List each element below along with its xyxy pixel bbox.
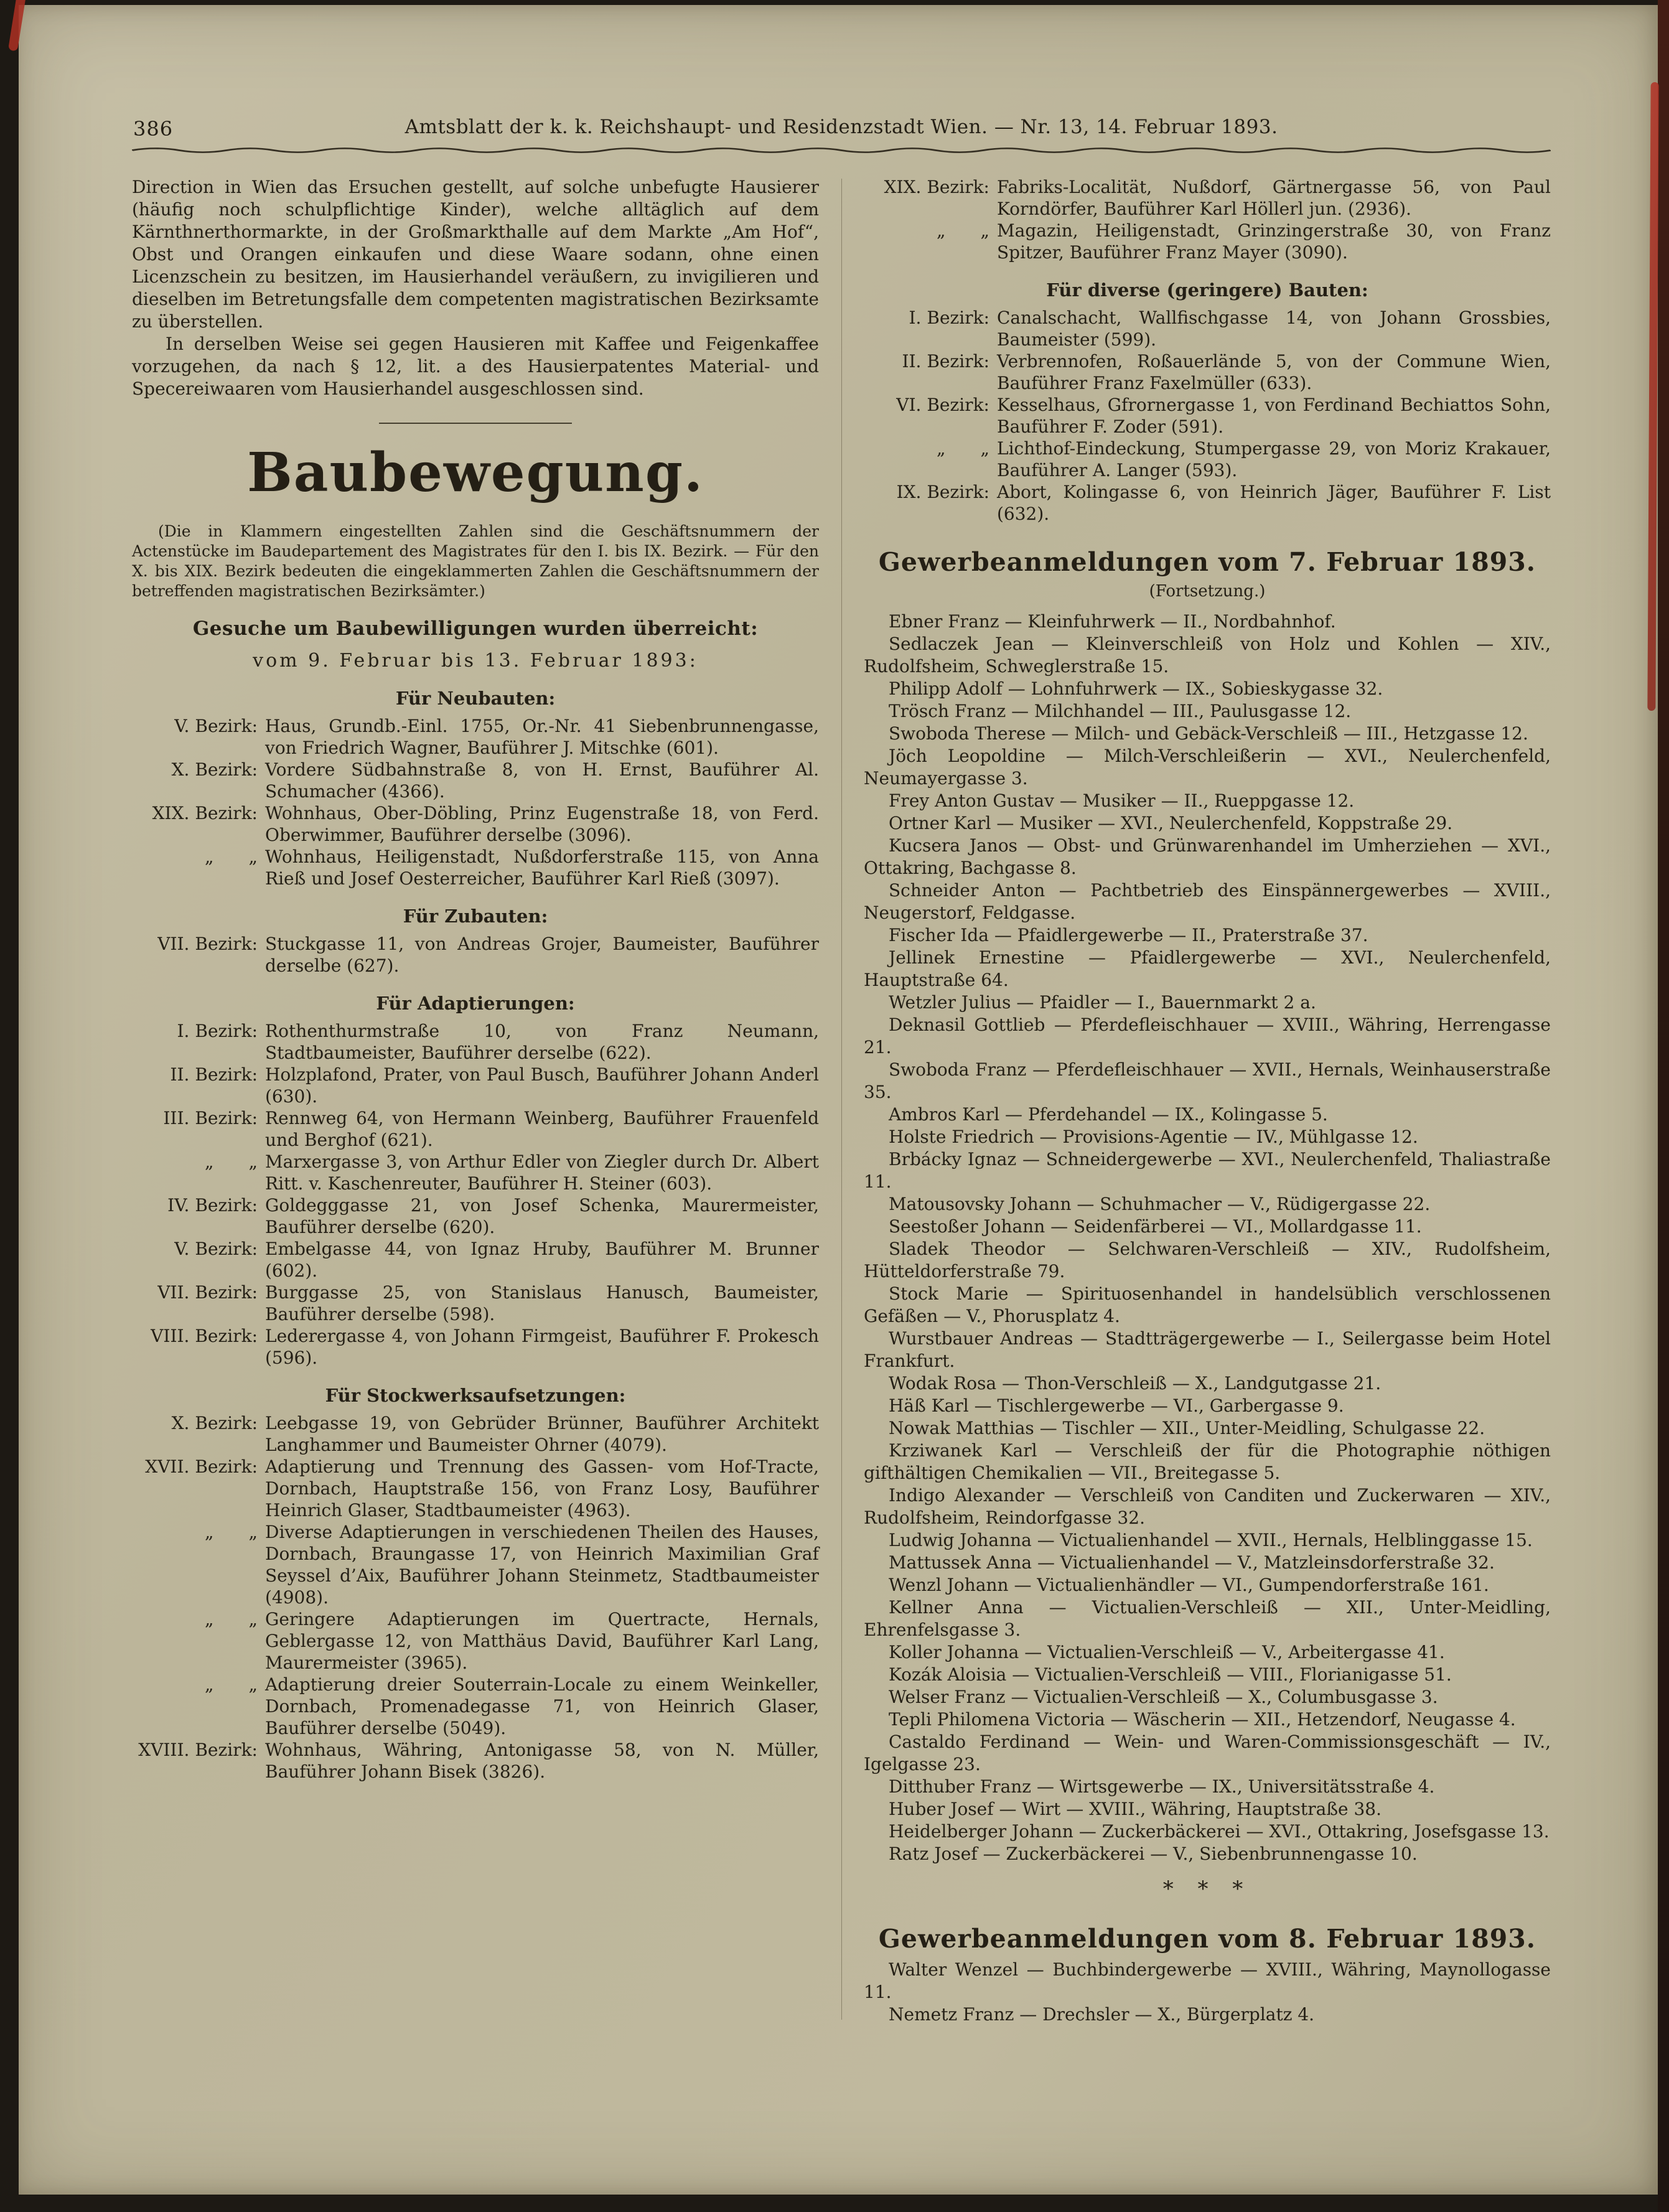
trade-entry: Kozák Aloisia — Victualien-Verschleiß — VIII., Florianigasse 51. [889,1664,1452,1685]
trade-entry: Heidelberger Johann — Zuckerbäckerei — XVI., Ottakring, Josefsgasse 13. [889,1821,1550,1842]
entry-list [132,715,819,889]
trade-entry: Frey Anton Gustav — Musiker — II., Rueppgasse 12. [889,790,1355,811]
bezirk-label: VIII. Bezirk: [151,1326,258,1346]
bau-entry [132,1238,819,1282]
intro-paragraph: Direction in Wien das Ersuchen gestellt, auf solche unbefugte Hausierer (häufig noch schulpflichtige Kinder), welche alltäglich auf dem Kärnthnerthormarkte, in der Großmarkthalle auf dem Markte „Am Hof“, Obst und Orangen einkaufen und diese Waare sodann, ohne einen Licenzschein zu besitzen, im Hausierhandel veräußern, zu invigilieren und dieselben im Betretungsfalle dem competenten magistratischen Bezirksamte zu überstellen. [132,177,819,332]
entry-text: Canalschacht, Wallfischgasse 14, von Johann Grossbies, Baumeister (599). [997,307,1551,350]
entry-list [864,307,1551,525]
trade-entry: Castaldo Ferdinand — Wein- und Waren-Commissionsgeschäft — IV., Igelgasse 23. [864,1732,1551,1774]
trade-entry: Holste Friedrich — Provisions-Agentie — IV., Mühlgasse 12. [889,1127,1418,1147]
bezirk-label: XIX. Bezirk: [152,803,258,823]
entry-list [132,1412,819,1783]
trade-entry: Kucsera Janos — Obst- und Grünwarenhandel im Umherziehen — XVI., Ottakring, Bachgasse 8. [864,835,1551,878]
section-heading: Für diverse (geringere) Bauten: [1046,279,1368,301]
bau-entry [864,438,1551,481]
bau-entry [132,1739,819,1783]
trade-entry: Matousovsky Johann — Schuhmacher — V., Rüdigergasse 22. [889,1194,1431,1214]
paper-sheet [19,5,1658,2195]
trade-entry: Swoboda Therese — Milch- und Gebäck-Verschleiß — III., Hetzgasse 12. [889,723,1528,744]
trade-entry: Sladek Theodor — Selchwaren-Verschleiß — XIV., Rudolfsheim, Hütteldorferstraße 79. [864,1239,1551,1282]
gewerbeanmeldungen-8-title: Gewerbeanmeldungen vom 8. Februar 1893. [878,1924,1536,1954]
intro-paragraphs [132,176,819,400]
bau-entry [132,846,819,889]
trade-entry: Ratz Josef — Zuckerbäckerei — V., Siebenbrunnengasse 10. [889,1844,1418,1864]
bau-entry [132,933,819,977]
entry-text: Holzplafond, Prater, von Paul Busch, Bauführer Johann Anderl (630). [265,1064,819,1107]
bezirk-label: III. Bezirk: [163,1108,258,1128]
bezirk-label: V. Bezirk: [174,1239,258,1259]
bau-entry [132,1456,819,1521]
entry-text: Haus, Grundb.-Einl. 1755, Or.-Nr. 41 Siebenbrunnengasse, von Friedrich Wagner, Bauführer J. Mitschke (601). [265,716,819,758]
trade-entry-list [864,611,1551,1865]
date-range-line: vom 9. Februar bis 13. Februar 1893: [253,650,698,672]
entry-text: Stuckgasse 11, von Andreas Grojer, Baumeister, Bauführer derselbe (627). [265,934,819,976]
bezirk-label: V. Bezirk: [174,716,258,736]
entry-text: Abort, Kolingasse 6, von Heinrich Jäger, Bauführer F. List (632). [997,482,1551,524]
entry-text: Lichthof-Eindeckung, Stumpergasse 29, von Moriz Krakauer, Bauführer A. Langer (593). [997,438,1551,480]
entry-text: Geringere Adaptierungen im Quertracte, Hernals, Geblergasse 12, von Matthäus David, Bauführer Karl Lang, Maurermeister (3965). [265,1609,819,1673]
entry-list [132,933,819,977]
page-number: 386 [133,117,174,141]
fortsetzung-note: (Fortsetzung.) [1149,582,1266,601]
bau-entry [864,220,1551,263]
section-heading: Für Adaptierungen: [376,993,575,1014]
entry-text: Marxergasse 3, von Arthur Edler von Ziegler durch Dr. Albert Ritt. v. Kaschenreuter, Bauführer H. Steiner (603). [265,1151,819,1194]
entry-text: Goldegggasse 21, von Josef Schenka, Maurermeister, Bauführer derselbe (620). [265,1195,819,1237]
section-heading: Für Neubauten: [395,688,556,709]
trade-entry: Ambros Karl — Pferdehandel — IX., Kolingasse 5. [889,1104,1328,1125]
bau-entry [132,1020,819,1064]
trade-entry: Stock Marie — Spirituosenhandel in handelsüblich verschlossenen Gefäßen — V., Phorusplatz 4. [864,1283,1551,1326]
bau-entry [132,802,819,846]
entry-text: Burggasse 25, von Stanislaus Hanusch, Baumeister, Bauführer derselbe (598). [265,1282,819,1324]
bau-entry [132,1194,819,1238]
bezirk-label: II. Bezirk: [170,1064,258,1085]
trade-entry: Kellner Anna — Victualien-Verschleiß — XII., Unter-Meidling, Ehrenfelsgasse 3. [864,1597,1551,1640]
trade-entry: Swoboda Franz — Pferdefleischhauer — XVII., Hernals, Weinhauserstraße 35. [864,1059,1551,1102]
bau-entry [132,1325,819,1369]
entry-text: Embelgasse 44, von Ignaz Hruby, Bauführer M. Brunner (602). [265,1239,819,1281]
bezirk-label: „ „ [204,1674,258,1695]
section-heading: Für Zubauten: [403,906,548,927]
trade-entry: Ditthuber Franz — Wirtsgewerbe — IX., Universitätsstraße 4. [889,1776,1435,1797]
bezirk-label: „ „ [936,438,989,459]
bau-entry [132,1674,819,1739]
trade-entry: Wetzler Julius — Pfaidler — I., Bauernmarkt 2 a. [889,992,1316,1013]
trade-entry: Ebner Franz — Kleinfuhrwerk — II., Nordbahnhof. [889,611,1336,632]
entry-text: Kesselhaus, Gfrornergasse 1, von Ferdinand Bechiattos Sohn, Bauführer F. Zoder (591). [997,395,1551,437]
section-separator-rule [379,423,572,424]
entry-text: Wohnhaus, Währing, Antonigasse 58, von N. Müller, Bauführer Johann Bisek (3826). [265,1740,819,1782]
trade-entry: Fischer Ida — Pfaidlergewerbe — II., Praterstraße 37. [889,925,1368,945]
bezirk-label: IX. Bezirk: [896,482,989,502]
bezirk-label: VII. Bezirk: [157,1282,258,1303]
bau-entry [132,1521,819,1608]
trade-entry: Jöch Leopoldine — Milch-Verschleißerin — XVI., Neulerchenfeld, Neumayergasse 3. [864,746,1551,789]
trade-entry: Deknasil Gottlieb — Pferdefleischhauer — XVIII., Währing, Herrengasse 21. [864,1015,1551,1057]
section-heading: Für Stockwerksaufsetzungen: [325,1385,626,1406]
gewerbeanmeldungen-7-title: Gewerbeanmeldungen vom 7. Februar 1893. [878,547,1536,577]
intro-paragraph: In derselben Weise sei gegen Hausieren mit Kaffee und Feigenkaffee vorzugehen, da nach § 12, lit. a des Hausierpatentes Material- und Specereiwaaren vom Hausierhandel ausgeschlossen sind. [132,334,819,399]
trade-entry: Philipp Adolf — Lohnfuhrwerk — IX., Sobieskygasse 32. [889,678,1383,699]
scan-right-edge [1658,0,1669,2212]
gesuche-heading: Gesuche um Baubewilligungen wurden überreicht: [192,617,759,640]
asterisk-separator: * * * [1162,1877,1252,1901]
entry-text: Verbrennofen, Roßauerlände 5, von der Commune Wien, Bauführer Franz Faxelmüller (633). [997,351,1551,393]
trade-entry: Huber Josef — Wirt — XVIII., Währing, Hauptstraße 38. [889,1799,1382,1819]
entry-text: Lederergasse 4, von Johann Firmgeist, Bauführer F. Prokesch (596). [265,1326,819,1368]
bezirk-label: XVII. Bezirk: [145,1456,258,1477]
trade-entry: Sedlaczek Jean — Kleinverschleiß von Holz und Kohlen — XIV., Rudolfsheim, Schweglerstraße 15. [864,634,1551,677]
left-column [132,176,819,2026]
trade-entry: Walter Wenzel — Buchbindergewerbe — XVIII., Währing, Maynollogasse 11. [864,1959,1551,2002]
bau-entry [132,1608,819,1674]
continuation-entry-list [864,176,1551,263]
trade-entry: Welser Franz — Victualien-Verschleiß — X., Columbusgasse 3. [889,1687,1438,1707]
bau-entry [132,759,819,802]
text-columns [132,176,1551,2026]
bau-entry [864,350,1551,394]
page-content [19,5,1658,2045]
bezirk-label: VII. Bezirk: [157,934,258,954]
trade-entry: Tepli Philomena Victoria — Wäscherin — XII., Hetzendorf, Neugasse 4. [889,1709,1516,1730]
section-diverse-bauten [864,279,1551,525]
bezirk-label: I. Bezirk: [909,307,989,328]
entry-text: Magazin, Heiligenstadt, Grinzingerstraße 30, von Franz Spitzer, Bauführer Franz Mayer (3090). [997,220,1551,263]
bezirk-label: X. Bezirk: [171,1413,258,1433]
baubewegung-title: Baubewegung. [247,441,704,504]
trade-entry: Häß Karl — Tischlergewerbe — VI., Garbergasse 9. [889,1395,1344,1416]
entry-text: Wohnhaus, Heiligenstadt, Nußdorferstraße 115, von Anna Rieß und Josef Oesterreicher, Bauführer Karl Rieß (3097). [265,846,819,889]
page-header [132,116,1551,155]
trade-entry: Jellinek Ernestine — Pfaidlergewerbe — XVI., Neulerchenfeld, Hauptstraße 64. [864,947,1551,990]
trade-entry: Brbácky Ignaz — Schneidergewerbe — XVI., Neulerchenfeld, Thaliastraße 11. [864,1149,1551,1192]
entry-text: Rennweg 64, von Hermann Weinberg, Bauführer Frauenfeld und Berghof (621). [265,1108,819,1150]
bezirk-label: II. Bezirk: [902,351,989,372]
baubewegung-note: (Die in Klammern eingestellten Zahlen sind die Geschäftsnummern der Actenstücke im Baudepartement des Magistrates für den I. bis IX. Bezirk. — Für den X. bis XIX. Bezirk bedeuten die eingeklammerten Zahlen die Geschäftsnummern der betreffenden magistratischen Bezirksämter.) [132,522,819,600]
wavy-rule-icon [132,146,1551,155]
bezirk-label: XVIII. Bezirk: [138,1740,258,1760]
bau-entry [864,307,1551,350]
trade-entry: Wenzl Johann — Victualienhändler — VI., Gumpendorferstraße 161. [889,1575,1489,1595]
trade-entry: Trösch Franz — Milchhandel — III., Paulusgasse 12. [889,701,1352,721]
entry-text: Diverse Adaptierungen in verschiedenen Theilen des Hauses, Dornbach, Braungasse 17, von Heinrich Maximilian Graf Seyssel d’Aix, Bauführer Johann Steinmetz, Stadtbaumeister (4908). [265,1522,819,1608]
entry-text: Rothenthurmstraße 10, von Franz Neumann, Stadtbaumeister, Bauführer derselbe (622). [265,1021,819,1063]
bezirk-label: „ „ [936,220,989,241]
trade-entry: Schneider Anton — Pachtbetrieb des Einspännergewerbes — XVIII., Neugerstorf, Feldgasse. [864,880,1551,923]
bezirk-label: „ „ [204,1151,258,1172]
trade-entry: Indigo Alexander — Verschleiß von Canditen und Zuckerwaren — XIV., Rudolfsheim, Reindorfgasse 32. [864,1485,1551,1528]
trade-entry: Nemetz Franz — Drechsler — X., Bürgerplatz 4. [889,2004,1315,2025]
bau-entry [132,1151,819,1194]
trade-entry: Wodak Rosa — Thon-Verschleiß — X., Landgutgasse 21. [889,1373,1381,1394]
bau-entry [132,1064,819,1107]
bezirk-label: X. Bezirk: [171,759,258,780]
section-zubauten [132,906,819,977]
section-stockwerksaufsetzungen [132,1385,819,1783]
entry-text: Fabriks-Localität, Nußdorf, Gärtnergasse 56, von Paul Korndörfer, Bauführer Karl Höllerl jun. (2936). [997,177,1551,219]
trade-entry: Ludwig Johanna — Victualienhandel — XVII., Hernals, Helblinggasse 15. [889,1530,1533,1550]
header-title: Amtsblatt der k. k. Reichshaupt- und Residenzstadt Wien. — Nr. 13, 14. Februar 1893. [404,116,1278,138]
trade-entry-list-8 [864,1959,1551,2026]
bau-entry [864,394,1551,438]
trade-entry: Ortner Karl — Musiker — XVI., Neulerchenfeld, Koppstraße 29. [889,813,1453,833]
bezirk-label: „ „ [204,1522,258,1542]
entry-text: Adaptierung und Trennung des Gassen- vom Hof-Tracte, Dornbach, Hauptstraße 156, von Franz Losy, Bauführer Heinrich Glaser, Stadtbaumeister (4963). [265,1456,819,1521]
trade-entry: Koller Johanna — Victualien-Verschleiß — V., Arbeitergasse 41. [889,1642,1445,1662]
entry-text: Leebgasse 19, von Gebrüder Brünner, Bauführer Architekt Langhammer und Baumeister Ohrner (4079). [265,1413,819,1455]
bezirk-label: VI. Bezirk: [896,395,989,415]
bau-entry [132,1107,819,1151]
trade-entry: Mattussek Anna — Victualienhandel — V., Matzleinsdorferstraße 32. [889,1552,1495,1573]
bezirk-label: „ „ [204,1609,258,1629]
entry-text: Wohnhaus, Ober-Döbling, Prinz Eugenstraße 18, von Ferd. Oberwimmer, Bauführer derselbe (3096). [265,803,819,845]
bezirk-label: XIX. Bezirk: [884,177,989,197]
right-column [864,176,1551,2026]
trade-entry: Seestoßer Johann — Seidenfärberei — VI., Mollardgasse 11. [889,1216,1422,1237]
bau-entry [132,1412,819,1456]
bau-entry [132,715,819,759]
section-neubauten [132,688,819,889]
trade-entry: Krziwanek Karl — Verschleiß der für die Photographie nöthigen gifthältigen Chemikalien — VII., Breitegasse 5. [864,1440,1551,1483]
bezirk-label: „ „ [204,846,258,867]
section-adaptierungen [132,993,819,1369]
bau-entry [864,176,1551,220]
bezirk-label: I. Bezirk: [177,1021,258,1041]
bezirk-label: IV. Bezirk: [167,1195,258,1216]
entry-text: Adaptierung dreier Souterrain-Locale zu einem Weinkeller, Dornbach, Promenadegasse 71, von Heinrich Glaser, Bauführer derselbe (5049). [265,1674,819,1738]
trade-entry: Wurstbauer Andreas — Stadtträgergewerbe — I., Seilergasse beim Hotel Frankfurt. [864,1328,1551,1371]
entry-list [132,1020,819,1369]
bau-entry [864,481,1551,525]
trade-entry: Nowak Matthias — Tischler — XII., Unter-Meidling, Schulgasse 22. [889,1418,1485,1438]
entry-text: Vordere Südbahnstraße 8, von H. Ernst, Bauführer Al. Schumacher (4366). [265,759,819,802]
bau-entry [132,1282,819,1325]
